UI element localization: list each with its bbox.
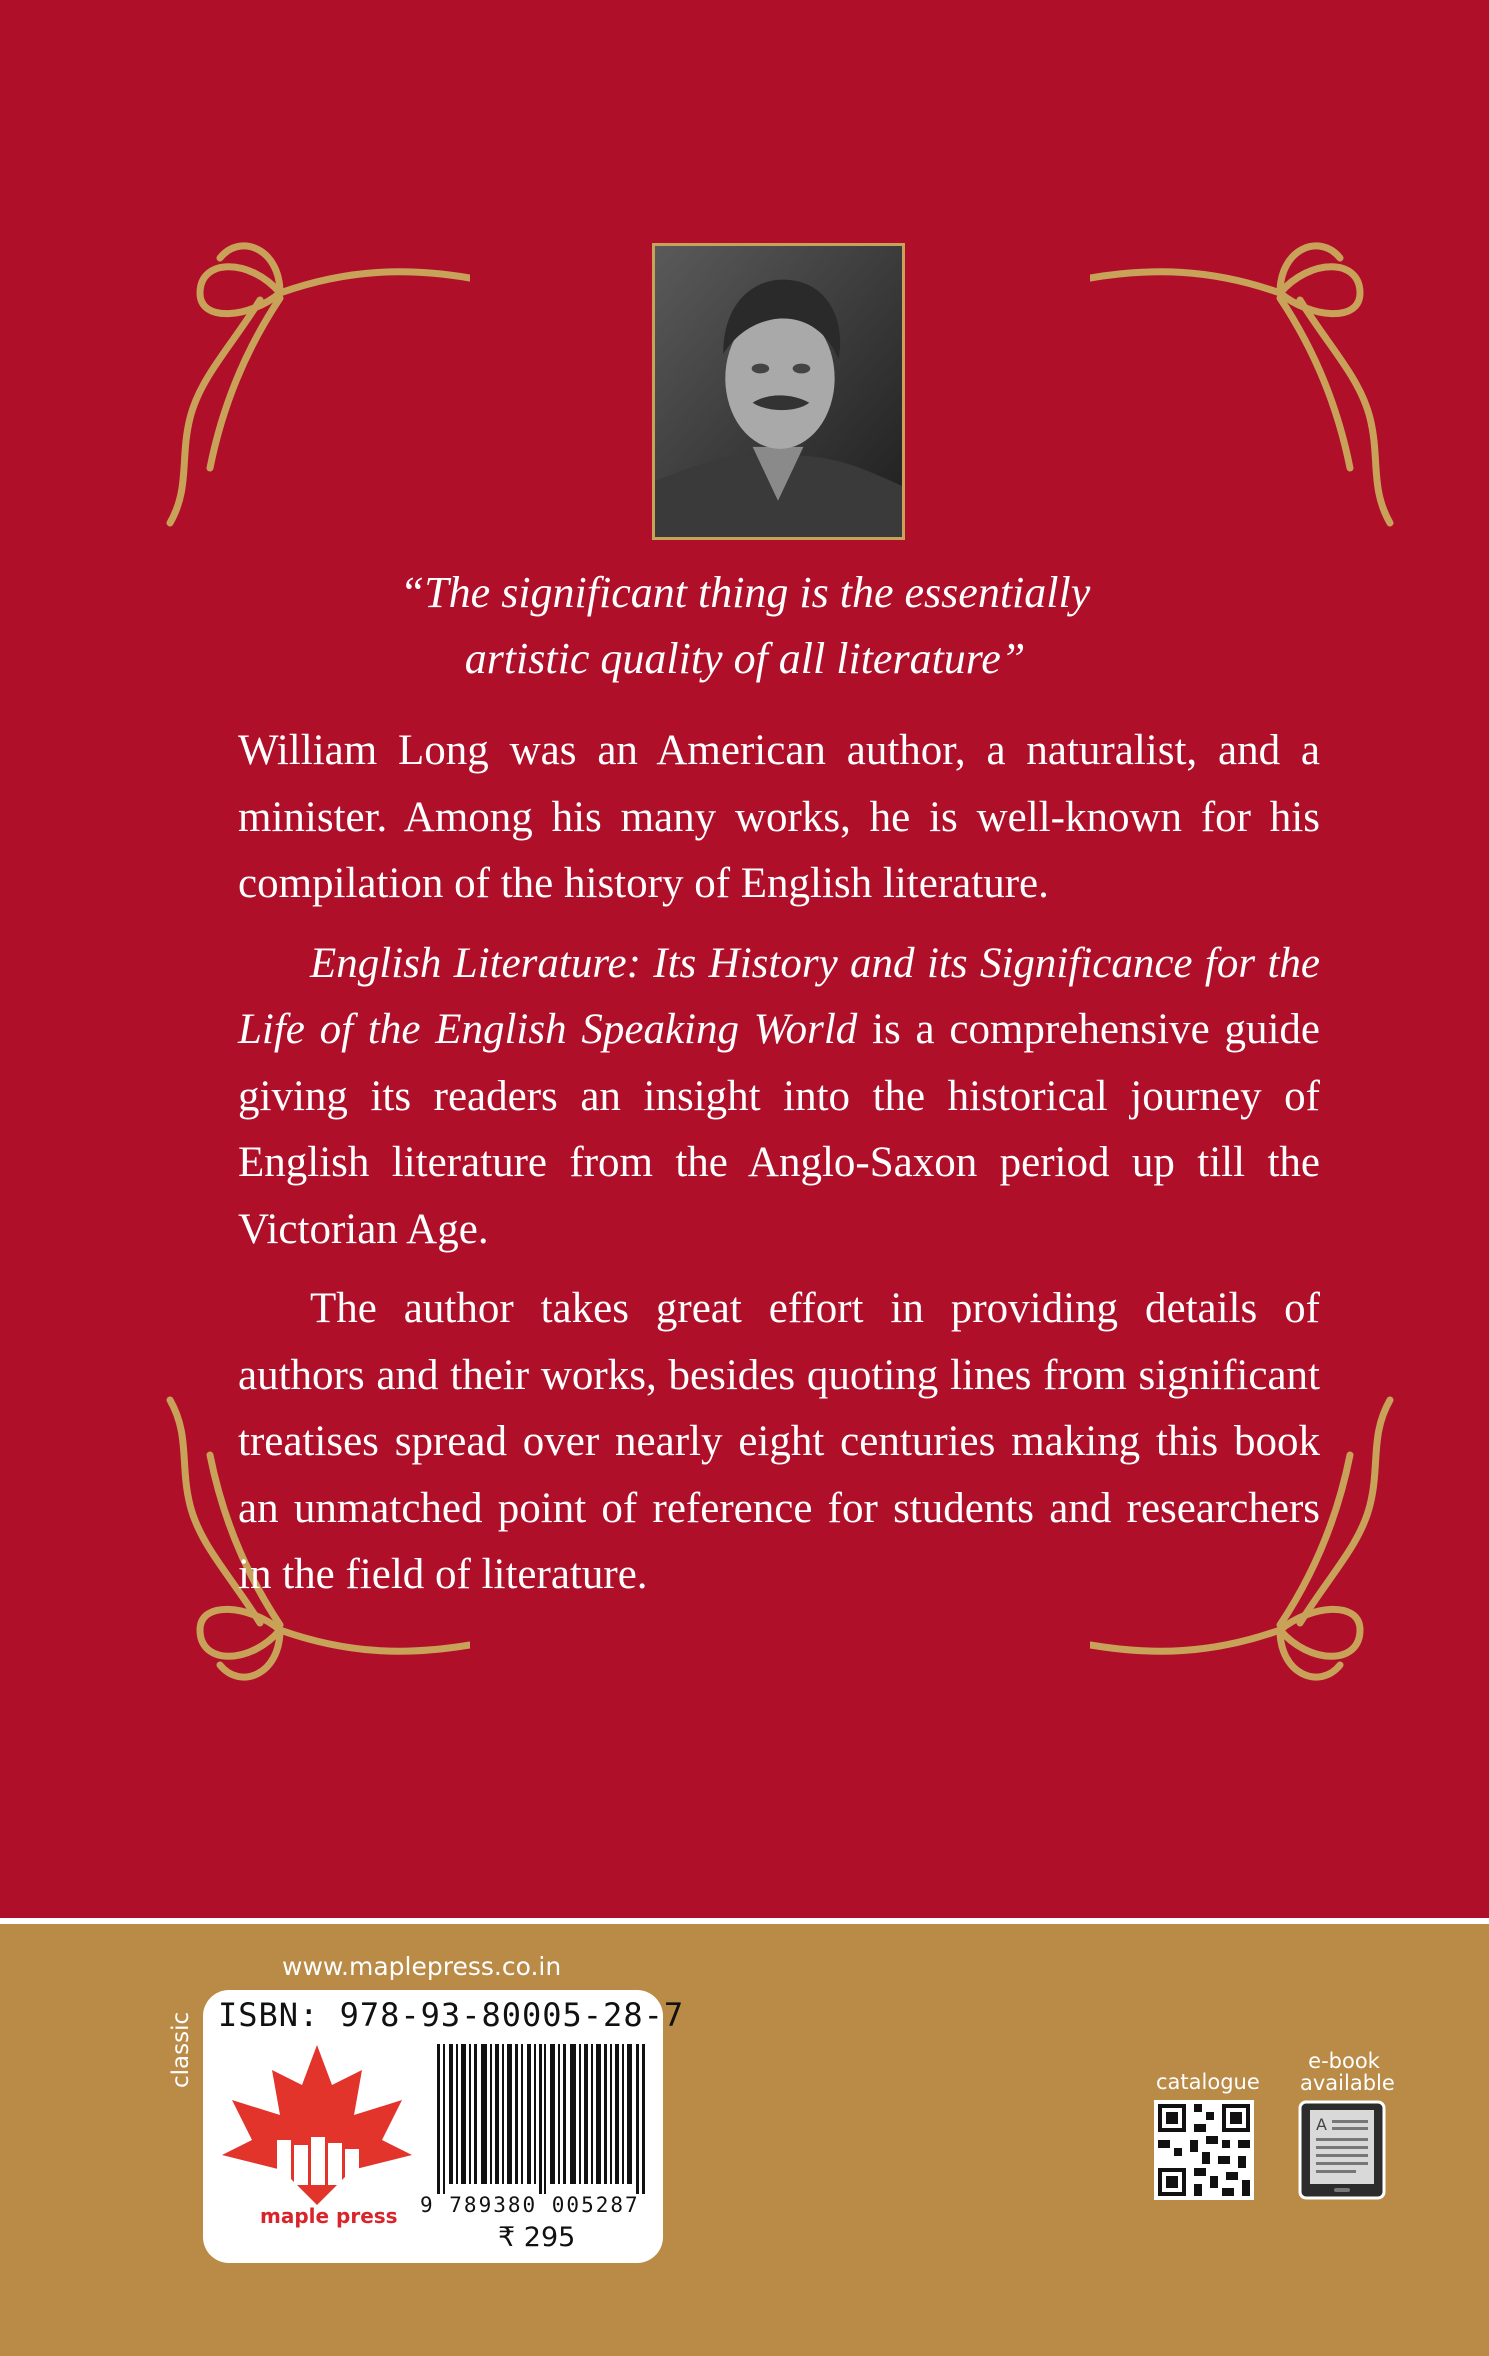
publisher-logo-name: maple press bbox=[260, 2204, 398, 2228]
ribbon-ornament-top-left bbox=[160, 238, 470, 528]
maple-press-logo-icon bbox=[222, 2045, 412, 2205]
isbn-number: ISBN: 978-93-80005-28-7 bbox=[218, 1996, 685, 2034]
book-description bbox=[238, 718, 1320, 1622]
catalogue-label: catalogue bbox=[1156, 2070, 1260, 2094]
svg-text:A: A bbox=[1316, 2115, 1327, 2134]
description-paragraph-2-text: is a comprehensive guide giving its readers an insight into the historical journey of English literature from the Anglo-Saxon period up till the Victorian Age. bbox=[238, 1006, 1320, 1253]
author-quote bbox=[300, 560, 1190, 692]
quote-line-2: artistic quality of all literature” bbox=[464, 634, 1026, 683]
book-title-italic: English Literature: Its History and its Significance for the Life of the English Speaking World bbox=[238, 939, 1320, 1053]
barcode-number: 9 789380 005287 bbox=[420, 2193, 640, 2217]
quote-line-1: “The significant thing is the essentially bbox=[399, 568, 1091, 617]
description-paragraph-3: The author takes great effort in providing details of authors and their works, besides quoting lines from significant treatises spread over nearly eight centuries making this book an unmatched point of reference for students and researchers in the field of literature. bbox=[238, 1285, 1320, 1598]
author-portrait bbox=[652, 243, 905, 540]
ebook-available-label bbox=[1300, 2049, 1395, 2095]
publisher-website[interactable]: www.maplepress.co.in bbox=[282, 1952, 562, 1981]
description-paragraph-2 bbox=[238, 931, 1320, 1264]
catalogue-qr-code-icon[interactable] bbox=[1154, 2100, 1254, 2200]
description-paragraph-1: William Long was an American author, a naturalist, and a minister. Among his many works, he is well-known for his compilation of the history of English literature. bbox=[238, 727, 1320, 907]
price: ₹ 295 bbox=[498, 2222, 576, 2253]
series-label: classic bbox=[168, 2011, 194, 2088]
ribbon-ornament-top-right bbox=[1090, 238, 1400, 528]
ebook-label-line-1: e-book bbox=[1308, 2049, 1380, 2073]
ebook-reader-icon[interactable] bbox=[1298, 2100, 1386, 2200]
ebook-label-line-2: available bbox=[1300, 2071, 1395, 2095]
isbn-barcode bbox=[437, 2044, 647, 2194]
